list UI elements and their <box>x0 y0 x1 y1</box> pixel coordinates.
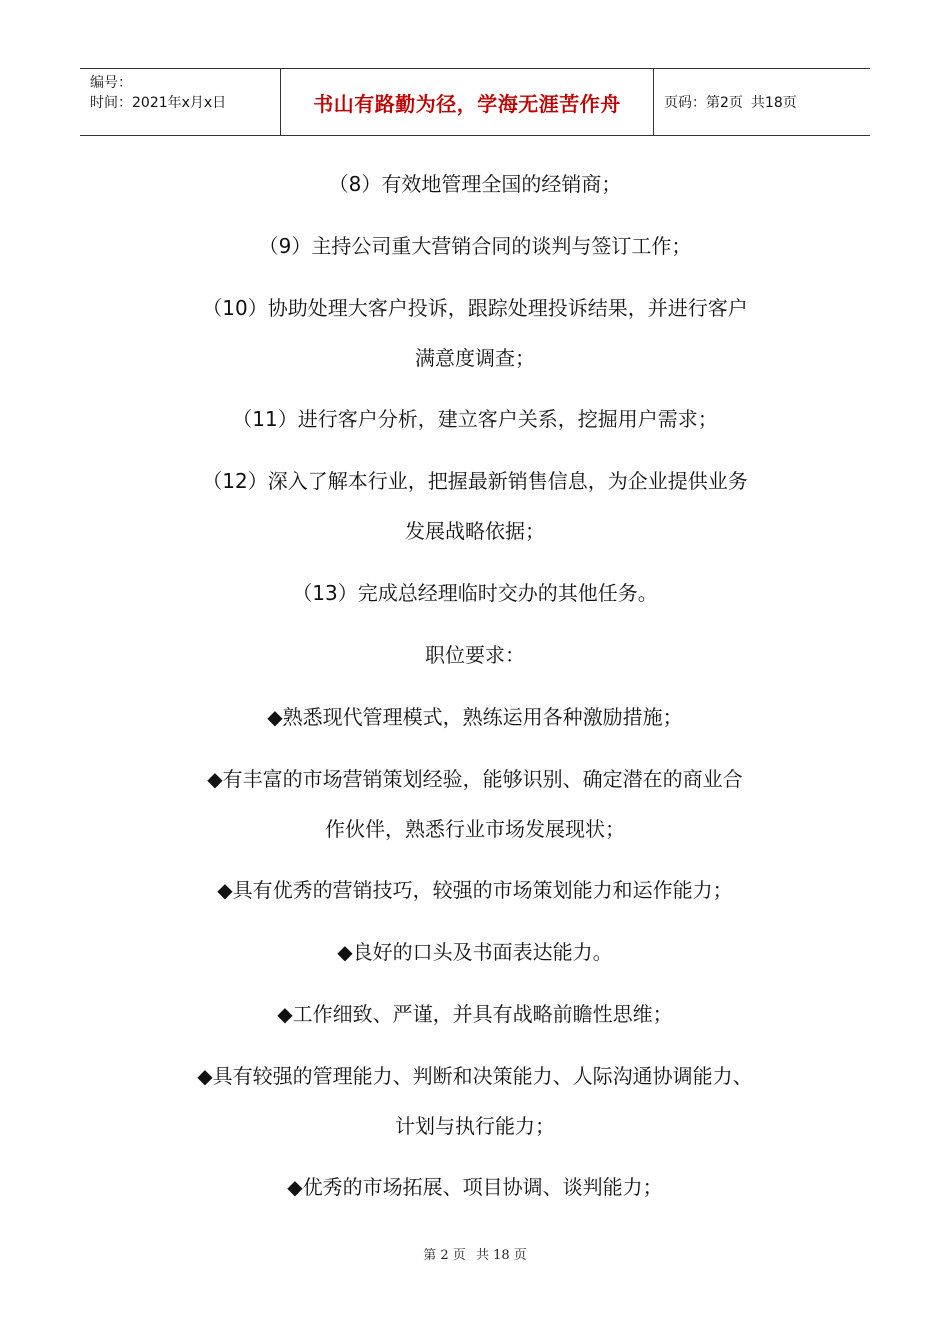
body-line: ◆优秀的市场拓展、项目协调、谈判能力； <box>287 1175 663 1199</box>
header-meta <box>80 69 281 135</box>
page-header <box>80 68 870 136</box>
body-line: 满意度调查； <box>415 346 535 370</box>
body-line: （10）协助处理大客户投诉，跟踪处理投诉结果，并进行客户 <box>202 296 748 320</box>
header-page-info <box>654 69 870 135</box>
footer-page-number: 第 2 页 <box>423 1248 466 1263</box>
body-line: 作伙伴，熟悉行业市场发展现状； <box>325 817 625 841</box>
section-heading: 职位要求： <box>425 643 525 667</box>
document-time-label: 时间：2021年x月x日 <box>90 95 227 111</box>
body-line: ◆熟悉现代管理模式，熟练运用各种激励措施； <box>267 705 683 729</box>
header-motto: 书山有路勤为径，学海无涯苦作舟 <box>281 69 654 135</box>
body-line: 计划与执行能力； <box>395 1114 555 1138</box>
header-page-total: 共18页 <box>750 95 797 111</box>
body-line: （12）深入了解本行业，把握最新销售信息，为企业提供业务 <box>202 469 748 493</box>
body-line: ◆工作细致、严谨，并具有战略前瞻性思维； <box>277 1002 673 1026</box>
body-line: 发展战略依据； <box>405 519 545 543</box>
body-line: ◆具有较强的管理能力、判断和决策能力、人际沟通协调能力、 <box>197 1064 753 1088</box>
body-line: ◆有丰富的市场营销策划经验，能够识别、确定潜在的商业合 <box>207 767 743 791</box>
body-line: （13）完成总经理临时交办的其他任务。 <box>292 581 658 605</box>
body-line: ◆良好的口头及书面表达能力。 <box>337 940 613 964</box>
page-footer <box>0 1244 950 1263</box>
body-line: （11）进行客户分析，建立客户关系，挖掘用户需求； <box>232 407 718 431</box>
body-line: ◆具有优秀的营销技巧，较强的市场策划能力和运作能力； <box>217 878 733 902</box>
body-line: （9）主持公司重大营销合同的谈判与签订工作； <box>258 234 692 258</box>
footer-page-total: 共 18 页 <box>475 1248 527 1263</box>
document-number-label: 编号： <box>90 75 132 91</box>
body-line: （8）有效地管理全国的经销商； <box>328 172 622 196</box>
header-page-number: 页码：第2页 <box>664 95 743 111</box>
